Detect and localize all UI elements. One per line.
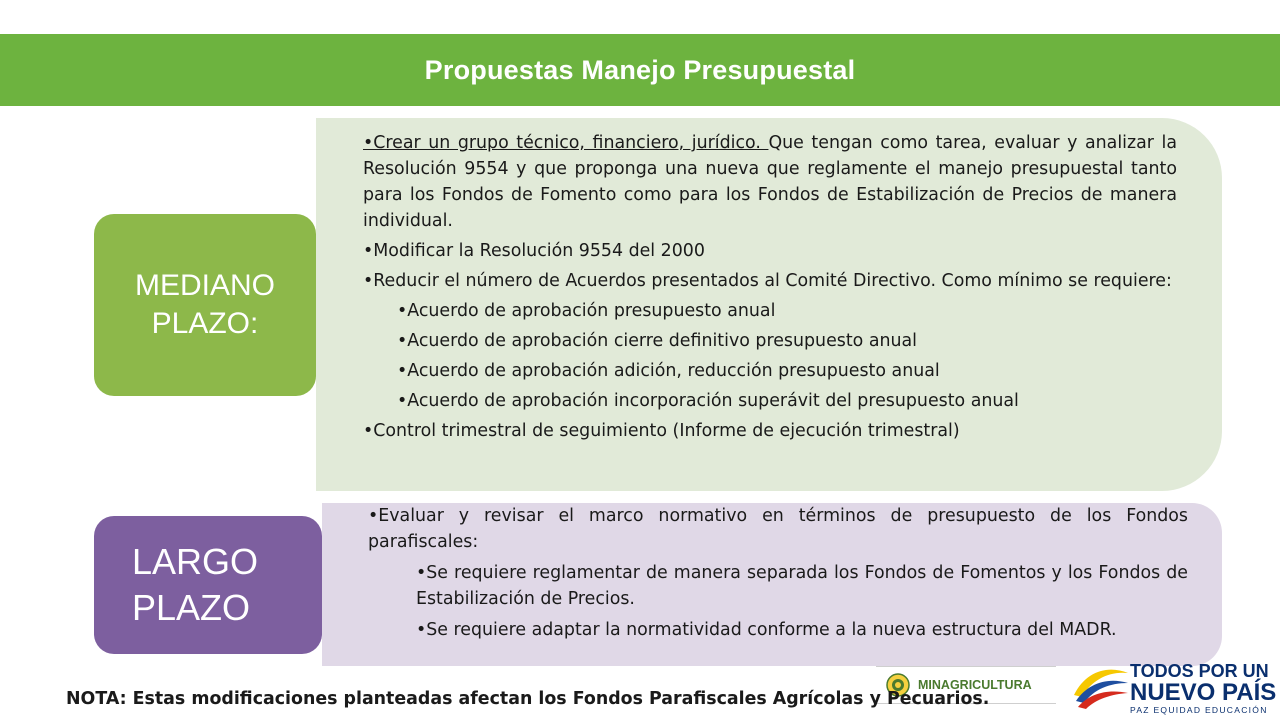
largo-plazo-label-line1: LARGO xyxy=(132,541,259,582)
mediano-plazo-tag xyxy=(94,214,316,396)
mediano-sub-bullet-4: •Acuerdo de aprobación incorporación superávit del presupuesto anual xyxy=(397,391,1019,411)
largo-plazo-tag xyxy=(94,516,322,654)
mediano-plazo-label-line1: MEDIANO xyxy=(134,269,275,302)
mediano-bullet-1-rest: Que tengan como tarea, evaluar y analizar la Resolución 9554 y que proponga una nueva que reglamente el manejo presupuestal tanto para los Fondos de Fomento como para los Fondos de Estabilización de Precios de manera individual. xyxy=(363,133,1177,231)
mediano-sub-bullet-1: •Acuerdo de aprobación presupuesto anual xyxy=(397,301,776,321)
largo-bullet-1: •Evaluar y revisar el marco normativo en términos de presupuesto de los Fondos parafiscales: xyxy=(368,506,1188,552)
largo-sub-bullet-2: •Se requiere adaptar la normatividad conforme a la nueva estructura del MADR. xyxy=(416,620,1117,640)
largo-plazo-content xyxy=(368,503,1188,648)
mediano-bullet-1 xyxy=(363,130,1177,234)
mediano-plazo-label-line2: PLAZO: xyxy=(151,307,259,340)
minagricultura-text: MINAGRICULTURA xyxy=(918,678,1032,692)
mediano-plazo-content xyxy=(363,130,1177,448)
mediano-sub-bullet-3: •Acuerdo de aprobación adición, reducción presupuesto anual xyxy=(397,361,940,381)
slide-title: Propuestas Manejo Presupuestal xyxy=(424,54,856,85)
largo-plazo-label-line2: PLAZO xyxy=(132,587,251,628)
gov-logo-line1: TODOS POR UN xyxy=(1130,661,1269,681)
gov-logo-line3: PAZ EQUIDAD EDUCACIÓN xyxy=(1130,705,1268,715)
title-banner xyxy=(0,34,1280,106)
gov-logo-line2: NUEVO PAÍS xyxy=(1130,679,1277,706)
todos-por-un-nuevo-pais-logo xyxy=(1130,662,1280,715)
mediano-bullet-4: •Control trimestral de seguimiento (Informe de ejecución trimestral) xyxy=(363,421,960,441)
largo-sub-bullet-1: •Se requiere reglamentar de manera separada los Fondos de Fomentos y los Fondos de Estabilización de Precios. xyxy=(416,563,1188,609)
mediano-sub-bullet-2: •Acuerdo de aprobación cierre definitivo presupuesto anual xyxy=(397,331,918,351)
mediano-bullet-2: •Modificar la Resolución 9554 del 2000 xyxy=(363,241,705,261)
mediano-bullet-1-underlined: •Crear un grupo técnico, financiero, jurídico. xyxy=(363,133,769,153)
nota-text: NOTA: Estas modificaciones planteadas afectan los Fondos Parafiscales Agrícolas y Pecuarios. xyxy=(66,689,990,709)
mediano-bullet-3: •Reducir el número de Acuerdos presentados al Comité Directivo. Como mínimo se requiere: xyxy=(363,271,1172,291)
colombia-flag-swoosh-icon xyxy=(1068,661,1132,713)
